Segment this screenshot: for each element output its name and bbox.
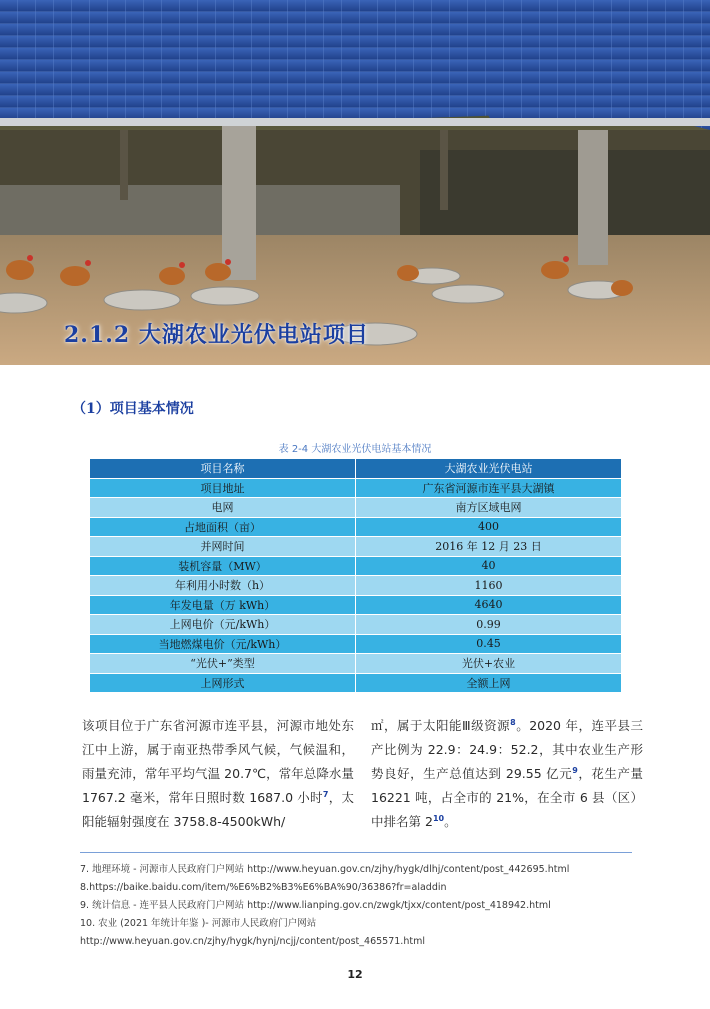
body-text-left bbox=[82, 714, 354, 834]
table-row bbox=[90, 517, 622, 537]
body-text-right bbox=[371, 714, 643, 834]
footnote-item[interactable]: 8.https://baike.baidu.com/item/%E6%B2%B3%E6%BA%90/36386?fr=aladdin bbox=[80, 882, 447, 893]
table-row bbox=[90, 576, 622, 596]
subsection-heading: （1）项目基本情况 bbox=[72, 401, 194, 417]
table-row bbox=[90, 498, 622, 518]
table-cell-value: 南方区域电网 bbox=[356, 498, 622, 518]
table-cell-label: 并网时间 bbox=[90, 537, 356, 557]
section-title: 2.1.2 大湖农业光伏电站项目 bbox=[64, 322, 369, 348]
table-cell-label: 装机容量（MW） bbox=[90, 556, 356, 576]
table-cell-label: 电网 bbox=[90, 498, 356, 518]
table-row bbox=[90, 537, 622, 557]
table-cell-label: 年利用小时数（h） bbox=[90, 576, 356, 596]
table-cell-value: 40 bbox=[356, 556, 622, 576]
table-cell-value: 0.45 bbox=[356, 634, 622, 654]
table-row bbox=[90, 673, 622, 693]
table-cell-value: 全额上网 bbox=[356, 673, 622, 693]
body-text: 该项目位于广东省河源市连平县，河源市地处东江中上游，属于南亚热带季风气候，气候温和，雨量充沛，常年平均气温 20.7℃，常年总降水量 1767.2 毫米，常年日照时数 1687.0 小时 bbox=[82, 718, 354, 805]
table-row bbox=[90, 634, 622, 654]
table-cell-label: 年发电量（万 kWh） bbox=[90, 595, 356, 615]
table-row bbox=[90, 556, 622, 576]
footnote-ref[interactable]: 7 bbox=[322, 789, 329, 799]
table-cell-label: 当地燃煤电价（元/kWh） bbox=[90, 634, 356, 654]
table-caption: 表 2-4 大湖农业光伏电站基本情况 bbox=[278, 444, 432, 455]
table-cell-label: 占地面积（亩） bbox=[90, 517, 356, 537]
table-cell-value: 2016 年 12 月 23 日 bbox=[356, 537, 622, 557]
table-row bbox=[90, 654, 622, 674]
footnotes bbox=[80, 861, 640, 951]
table-cell-label: “光伏+”类型 bbox=[90, 654, 356, 674]
solar-farm-illustration bbox=[0, 0, 710, 365]
footnote-item[interactable]: 7. 地理环境 - 河源市人民政府门户网站 http://www.heyuan.gov.cn/zjhy/hygk/dlhj/content/post_442695.html bbox=[80, 864, 570, 875]
table-row bbox=[90, 615, 622, 635]
project-info-table bbox=[89, 458, 622, 693]
hero-photo bbox=[0, 0, 710, 365]
body-text: ，花生产量 16221 吨，占全市的 21%，在全市 6 县（区）中排名第 2 bbox=[371, 766, 643, 829]
footnote-link[interactable]: http://www.heyuan.gov.cn/zjhy/hygk/hynj/ncjj/content/post_465571.html bbox=[80, 936, 425, 947]
footnote-ref[interactable]: 9 bbox=[572, 765, 578, 775]
page-number: 12 bbox=[347, 968, 363, 981]
table-cell-label: 上网形式 bbox=[90, 673, 356, 693]
body-text: 。 bbox=[444, 814, 457, 829]
body-text: ㎡，属于太阳能Ⅲ级资源 bbox=[371, 718, 511, 733]
table-header-row bbox=[90, 459, 622, 479]
table-cell-value: 400 bbox=[356, 517, 622, 537]
table-cell-value: 光伏+农业 bbox=[356, 654, 622, 674]
table-cell-label: 项目地址 bbox=[90, 478, 356, 498]
table-row bbox=[90, 478, 622, 498]
table-cell-value: 广东省河源市连平县大湖镇 bbox=[356, 478, 622, 498]
footnote-divider bbox=[80, 852, 632, 853]
table-cell-label: 上网电价（元/kWh） bbox=[90, 615, 356, 635]
body-text: 。2020 年，连平县三产比例为 22.9：24.9：52.2，其中农业生产形势良好，生产总值达到 29.55 亿元 bbox=[371, 718, 643, 781]
table-header-cell: 项目名称 bbox=[90, 459, 356, 479]
table-header-cell: 大湖农业光伏电站 bbox=[356, 459, 622, 479]
footnote-ref[interactable]: 8 bbox=[510, 717, 516, 727]
footnote-ref[interactable]: 10 bbox=[432, 813, 445, 823]
table-row bbox=[90, 595, 622, 615]
table-cell-value: 1160 bbox=[356, 576, 622, 596]
table-cell-value: 0.99 bbox=[356, 615, 622, 635]
table-cell-value: 4640 bbox=[356, 595, 622, 615]
footnote-item: 10. 农业 (2021 年统计年鉴 )- 河源市人民政府门户网站 bbox=[80, 918, 317, 929]
footnote-item[interactable]: 9. 统计信息 - 连平县人民政府门户网站 http://www.lianping.gov.cn/zwgk/tjxx/content/post_418942.html bbox=[80, 900, 551, 911]
body-text: ，太阳能辐射强度在 3758.8-4500kWh/ bbox=[82, 790, 354, 829]
